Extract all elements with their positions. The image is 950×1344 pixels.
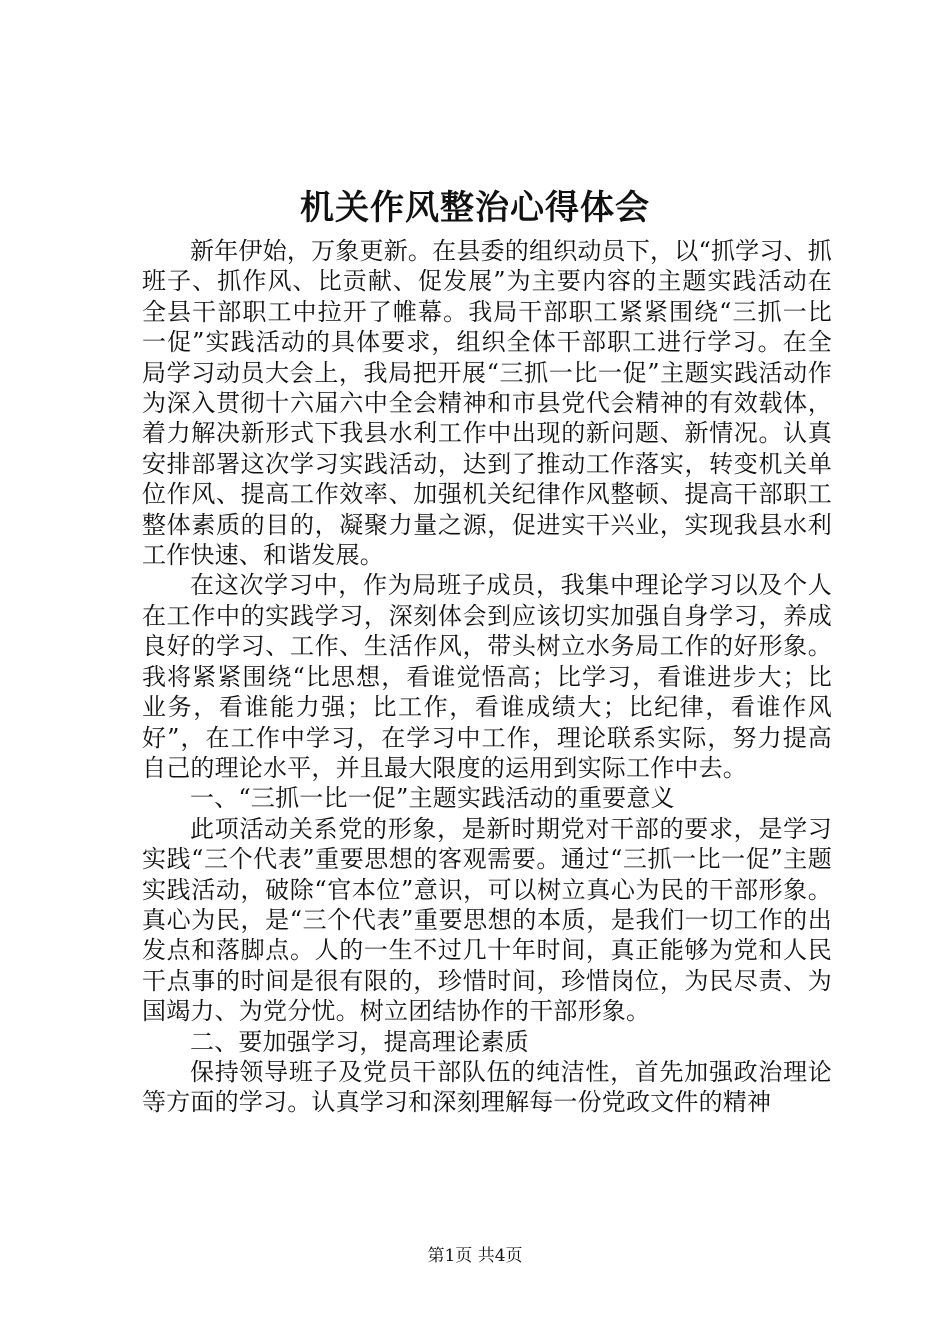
paragraph-study: 在这次学习中，作为局班子成员，我集中理论学习以及个人在工作中的实践学习，深刻体会到应该切实加强自身学习，养成良好的学习、工作、生活作风，带头树立水务局工作的好形象。我将紧紧围绕“比思想，看谁觉悟高；比学习，看谁进步大；比业务，看谁能力强；比工作，看谁成绩大；比纪律，看谁作风好”，在工作中学习，在学习中工作，理论联系实际，努力提高自己的理论水平，并且最大限度的运用到实际工作中去。 (142, 571, 832, 782)
paragraph-intro: 新年伊始，万象更新。在县委的组织动员下，以“抓学习、抓班子、抓作风、比贡献、促发展”为主要内容的主题实践活动在全县干部职工中拉开了帷幕。我局干部职工紧紧围绕“三抓一比一促”实践活动的具体要求，组织全体干部职工进行学习。在全局学习动员大会上，我局把开展“三抓一比一促”主题实践活动作为深入贯彻十六届六中全会精神和市县党代会精神的有效载体，着力解决新形式下我县水利工作中出现的新问题、新情况。认真安排部署这次学习实践活动，达到了推动工作落实，转变机关单位作风、提高工作效率、加强机关纪律作风整顿、提高干部职工整体素质的目的，凝聚力量之源，促进实干兴业，实现我县水利工作快速、和谐发展。 (142, 237, 832, 570)
document-title: 机关作风整治心得体会 (300, 188, 650, 228)
page-number-footer: 第1页 共4页 (427, 1246, 523, 1266)
section-heading-learning: 二、要加强学习，提高理论素质 (190, 1027, 529, 1056)
paragraph-learning: 保持领导班子及党员干部队伍的纯洁性，首先加强政治理论等方面的学习。认真学习和深刻理解每一份党政文件的精神 (142, 1057, 832, 1117)
section-heading-significance: 一、“三抓一比一促”主题实践活动的重要意义 (190, 784, 675, 813)
document-body (142, 236, 832, 1118)
paragraph-significance: 此项活动关系党的形象，是新时期党对干部的要求，是学习实践“三个代表”重要思想的客观需要。通过“三抓一比一促”主题实践活动，破除“官本位”意识，可以树立真心为民的干部形象。真心为民，是“三个代表”重要思想的本质，是我们一切工作的出发点和落脚点。人的一生不过几十年时间，真正能够为党和人民干点事的时间是很有限的，珍惜时间，珍惜岗位，为民尽责、为国竭力、为党分忧。树立团结协作的干部形象。 (142, 814, 832, 1026)
